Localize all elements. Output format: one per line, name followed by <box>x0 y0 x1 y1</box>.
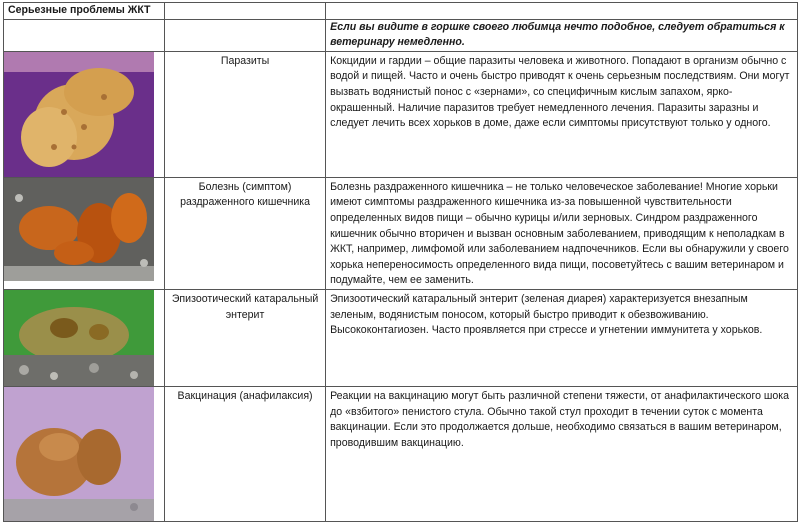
title-row <box>4 3 798 20</box>
table-title: Серьезные проблемы ЖКТ <box>4 3 165 20</box>
empty-cell <box>326 3 798 20</box>
problem-description: Эпизоотический катаральный энтерит (зеленая диарея) характеризуется внезапным зеленым, водянистым поносом, который быстро приводит к обезвоживанию. Высококонтагиозен. Часто проявляется при стрессе и угнетении иммунитета у хорьков. <box>326 289 798 386</box>
table-row <box>4 386 798 521</box>
problem-name: Вакцинация (анафилаксия) <box>165 386 326 521</box>
problem-description: Кокцидии и гардии – общие паразиты человека и животного. Попадают в организм обычно с водой и пищей. Часто и очень быстро приводят к очень серьезным последствиям. Они могут вызвать водянистый понос с «зернами», со специфичным кислым запахом, ярко-окрашенный. Наличие паразитов требует немедленного лечения. Паразиты заразны и следует лечить всех хорьков в доме, даже если симптомы присутствуют только у одного. <box>326 51 798 177</box>
problem-name: Эпизоотический катаральный энтерит <box>165 289 326 386</box>
empty-cell <box>4 19 165 51</box>
table-row <box>4 289 798 386</box>
parasites-stool-photo <box>4 52 154 177</box>
problem-name: Паразиты <box>165 51 326 177</box>
warning-note: Если вы видите в горшке своего любимца нечто подобное, следует обратиться к ветеринару немедленно. <box>326 19 798 51</box>
empty-cell <box>165 3 326 20</box>
photo-cell <box>4 51 165 177</box>
ibd-stool-photo <box>4 178 154 281</box>
problem-description: Реакции на вакцинацию могут быть различной степени тяжести, от анафилактического шока до «взбитого» пенистого стула. Обычно такой стул проходит в течении суток с момента вакцинации. Если это продолжается дольше, необходимо связаться в вашим ветеринаром, проводившим вакцинацию. <box>326 386 798 521</box>
empty-cell <box>165 19 326 51</box>
table-row <box>4 177 798 289</box>
vaccination-stool-photo <box>4 387 154 521</box>
photo-cell <box>4 386 165 521</box>
gi-problems-table <box>3 2 798 522</box>
problem-name: Болезнь (симптом) раздраженного кишечника <box>165 177 326 289</box>
problem-description: Болезнь раздраженного кишечника – не только человеческое заболевание! Многие хорьки имеют симптомы раздраженного кишечника из-за повышенной чувствительности определенных видов пищи – обычно курицы и/или зерновых. Синдром раздраженного кишечник обычно вторичен и вызван основным заболеванием, приводящим к неполадкам в ЖКТ, например, лимфомой или заболеванием надпочечников. Если вы обнаружили у своего хорька непереносимость определенного вида пищи, посоветуйтесь с вашим ветеринаром и подумайте, чем ее заменить. <box>326 177 798 289</box>
note-row <box>4 19 798 51</box>
table-row <box>4 51 798 177</box>
ece-stool-photo <box>4 290 154 386</box>
photo-cell <box>4 177 165 289</box>
photo-cell <box>4 289 165 386</box>
